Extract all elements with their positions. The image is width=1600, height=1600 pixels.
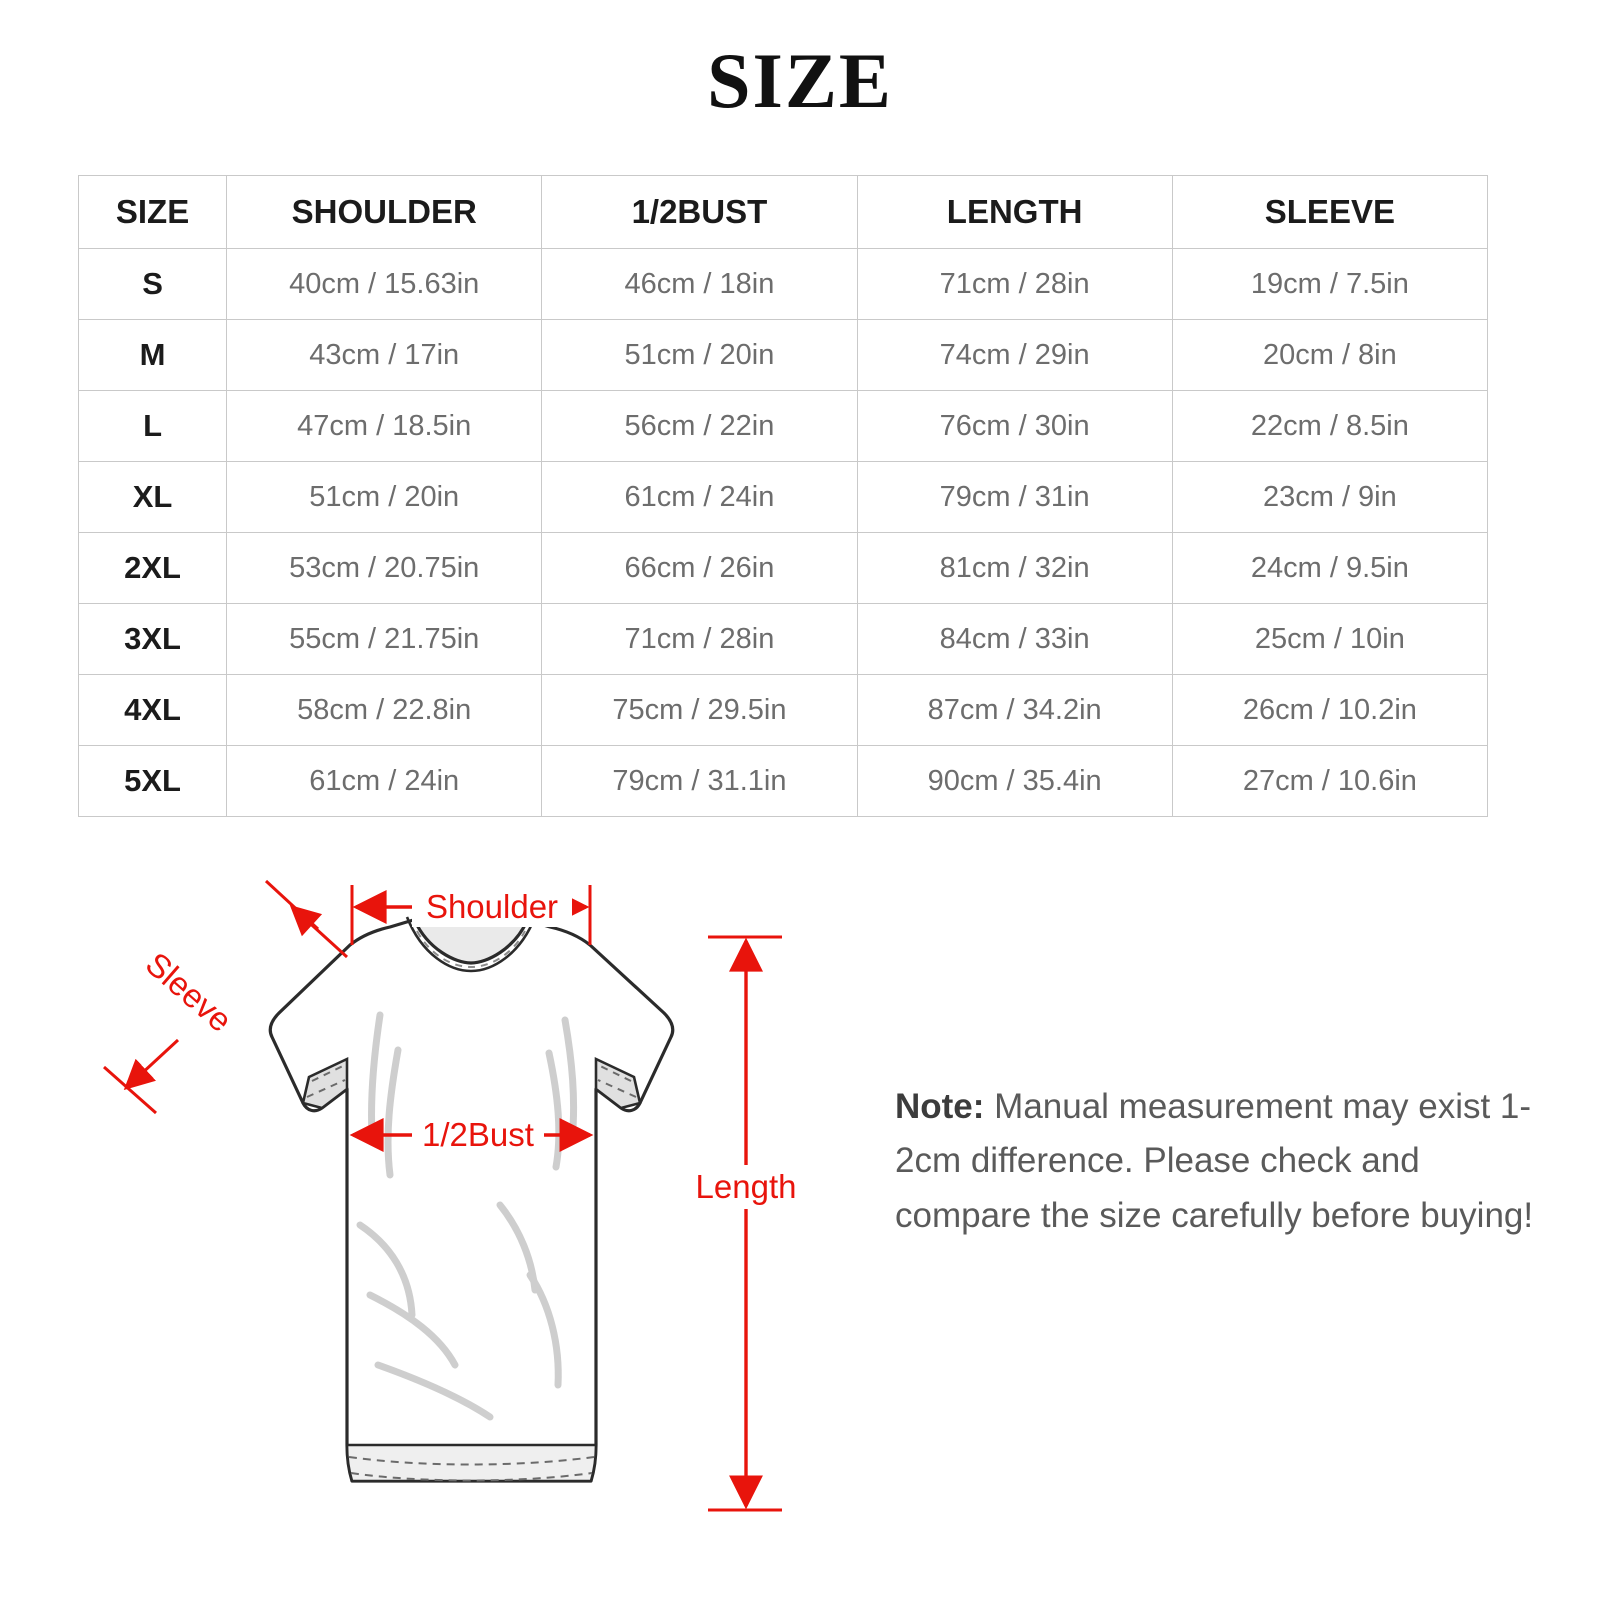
cell-shoulder: 51cm / 20in (227, 462, 542, 533)
cell-bust: 75cm / 29.5in (542, 675, 857, 746)
cell-shoulder: 40cm / 15.63in (227, 249, 542, 320)
cell-sleeve: 19cm / 7.5in (1172, 249, 1487, 320)
cell-length: 79cm / 31in (857, 462, 1172, 533)
cell-length: 74cm / 29in (857, 320, 1172, 391)
cell-length: 87cm / 34.2in (857, 675, 1172, 746)
cell-bust: 46cm / 18in (542, 249, 857, 320)
shoulder-label: Shoulder (425, 888, 559, 925)
cell-length: 90cm / 35.4in (857, 746, 1172, 817)
cell-sleeve: 26cm / 10.2in (1172, 675, 1487, 746)
length-label: Length (695, 1168, 797, 1205)
cell-size: 3XL (79, 604, 227, 675)
sleeve-label: Sleeve (138, 944, 240, 1039)
bust-label: 1/2Bust (422, 1116, 534, 1153)
cell-bust: 51cm / 20in (542, 320, 857, 391)
table-row (79, 462, 1488, 533)
cell-bust: 79cm / 31.1in (542, 746, 857, 817)
cell-size: 2XL (79, 533, 227, 604)
cell-shoulder: 53cm / 20.75in (227, 533, 542, 604)
cell-size: 4XL (79, 675, 227, 746)
note-body: Manual measurement may exist 1-2cm difference. Please check and compare the size carefully before buying! (895, 1087, 1534, 1235)
cell-sleeve: 27cm / 10.6in (1172, 746, 1487, 817)
column-header-shoulder: SHOULDER (227, 176, 542, 249)
table-row (79, 533, 1488, 604)
cell-length: 76cm / 30in (857, 391, 1172, 462)
cell-length: 81cm / 32in (857, 533, 1172, 604)
column-header-bust: 1/2BUST (542, 176, 857, 249)
cell-length: 84cm / 33in (857, 604, 1172, 675)
page-title: SIZE (707, 37, 893, 124)
column-header-sleeve: SLEEVE (1172, 176, 1487, 249)
cell-shoulder: 58cm / 22.8in (227, 675, 542, 746)
cell-size: XL (79, 462, 227, 533)
cell-size: L (79, 391, 227, 462)
note-text (895, 1080, 1535, 1243)
cell-length: 71cm / 28in (857, 249, 1172, 320)
table-row (79, 249, 1488, 320)
length-dimension (696, 937, 797, 1510)
table-row (79, 675, 1488, 746)
cell-sleeve: 25cm / 10in (1172, 604, 1487, 675)
table-row (79, 746, 1488, 817)
cell-shoulder: 47cm / 18.5in (227, 391, 542, 462)
size-chart-table (78, 175, 1488, 817)
cell-shoulder: 61cm / 24in (227, 746, 542, 817)
cell-size: 5XL (79, 746, 227, 817)
cell-size: M (79, 320, 227, 391)
cell-bust: 61cm / 24in (542, 462, 857, 533)
column-header-size: SIZE (79, 176, 227, 249)
cell-sleeve: 24cm / 9.5in (1172, 533, 1487, 604)
cell-sleeve: 20cm / 8in (1172, 320, 1487, 391)
cell-shoulder: 43cm / 17in (227, 320, 542, 391)
cell-shoulder: 55cm / 21.75in (227, 604, 542, 675)
column-header-length: LENGTH (857, 176, 1172, 249)
cell-bust: 66cm / 26in (542, 533, 857, 604)
note-label: Note: (895, 1087, 985, 1126)
cell-sleeve: 23cm / 9in (1172, 462, 1487, 533)
table-row (79, 391, 1488, 462)
table-row (79, 320, 1488, 391)
cell-size: S (79, 249, 227, 320)
tshirt-illustration (270, 915, 673, 1481)
tshirt-measurement-diagram (60, 845, 880, 1565)
cell-sleeve: 22cm / 8.5in (1172, 391, 1487, 462)
cell-bust: 71cm / 28in (542, 604, 857, 675)
table-row (79, 604, 1488, 675)
table-header-row (79, 176, 1488, 249)
cell-bust: 56cm / 22in (542, 391, 857, 462)
